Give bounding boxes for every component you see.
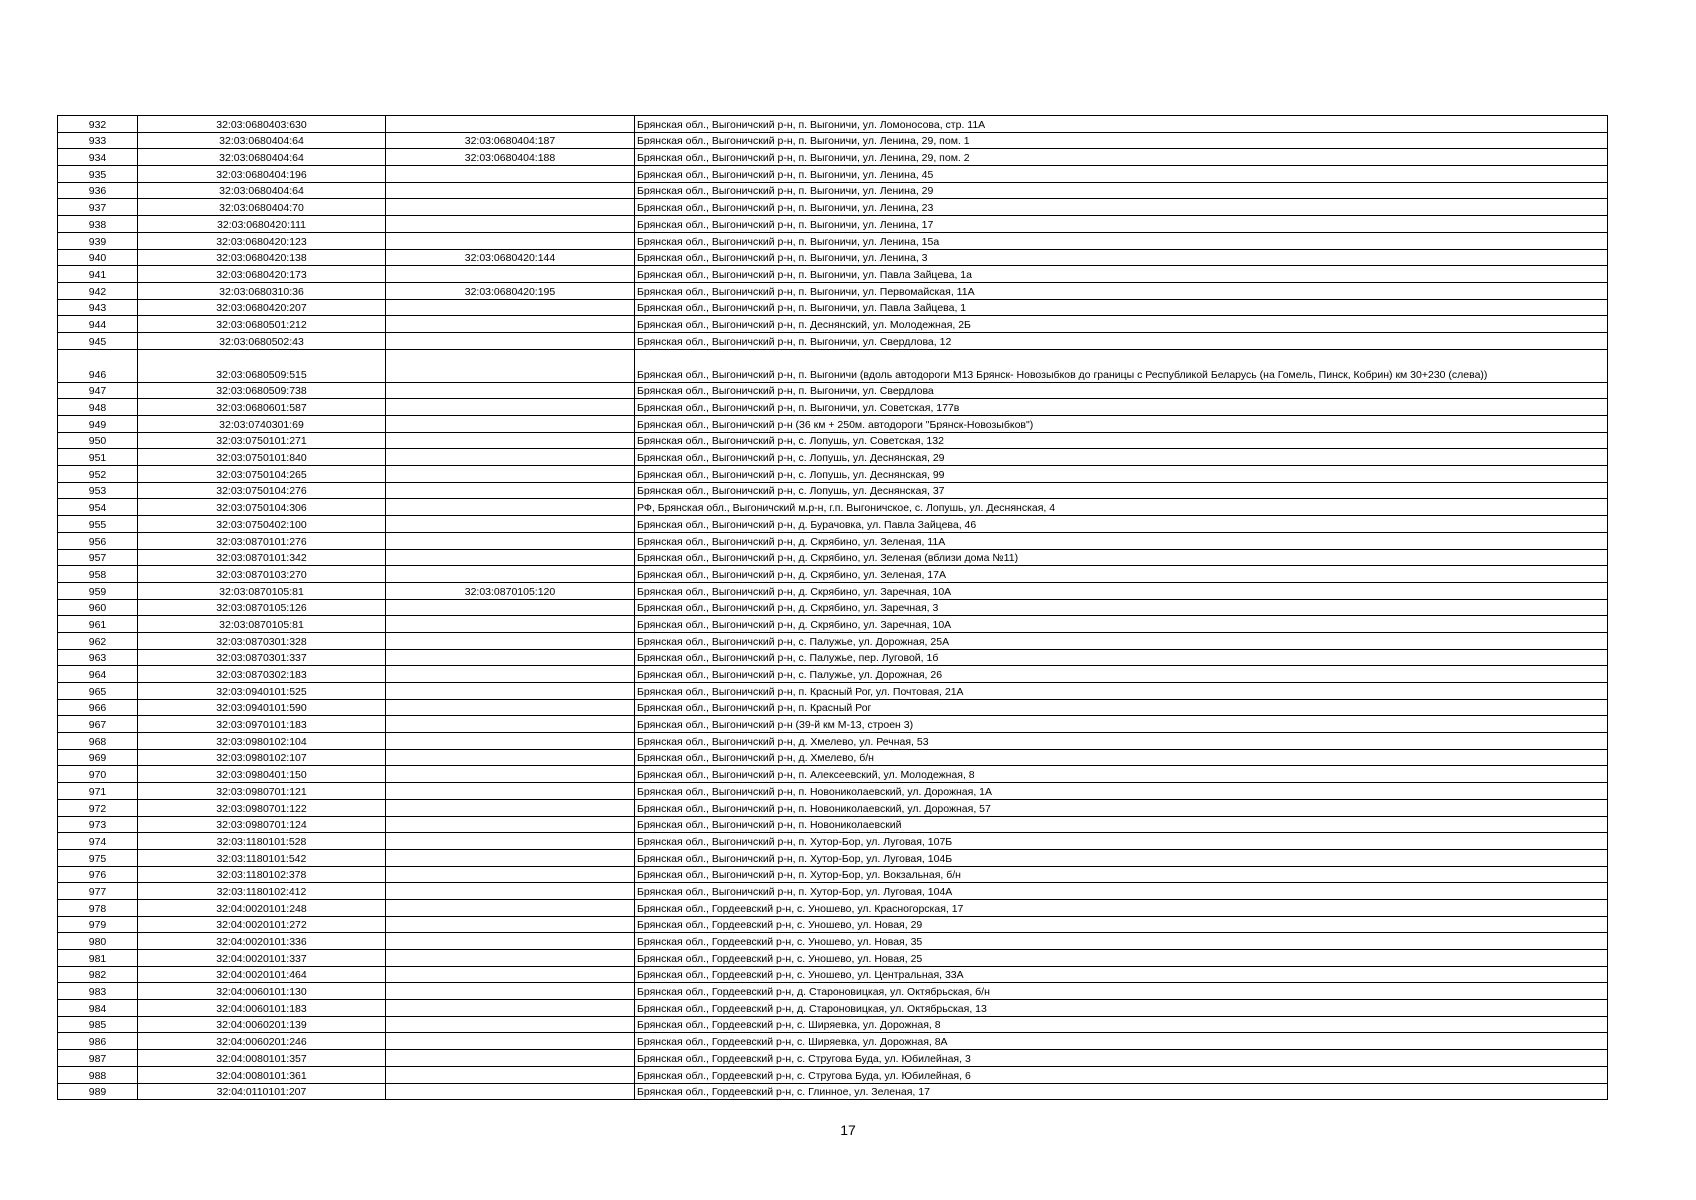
page-number: 17: [840, 1122, 856, 1138]
row-number-cell: 969: [58, 749, 138, 766]
table-row: [58, 316, 1608, 333]
address-cell: Брянская обл., Выгоничский р-н, д. Хмелево, ул. Речная, 53: [635, 733, 1608, 750]
related-cadastral-number-cell: [386, 532, 635, 549]
row-number-cell: 940: [58, 249, 138, 266]
related-cadastral-number-cell: [386, 1000, 635, 1017]
address-cell: Брянская обл., Выгоничский р-н, д. Бурачовка, ул. Павла Зайцева, 46: [635, 516, 1608, 533]
related-cadastral-number-cell: [386, 1050, 635, 1067]
cadastral-number-cell: 32:03:0680509:738: [138, 382, 386, 399]
table-row: [58, 616, 1608, 633]
row-number-cell: 980: [58, 933, 138, 950]
table-row: [58, 783, 1608, 800]
cadastral-number-cell: 32:03:1180102:378: [138, 866, 386, 883]
address-cell: Брянская обл., Гордеевский р-н, с. Уношево, ул. Новая, 25: [635, 950, 1608, 967]
table-row: [58, 683, 1608, 700]
cadastral-number-cell: 32:03:0750101:271: [138, 432, 386, 449]
address-cell: Брянская обл., Выгоничский р-н, п. Выгоничи, ул. Ленина, 29: [635, 182, 1608, 199]
address-cell: Брянская обл., Выгоничский р-н, п. Хутор-Бор, ул. Луговая, 104А: [635, 883, 1608, 900]
row-number-cell: 959: [58, 582, 138, 599]
row-number-cell: 986: [58, 1033, 138, 1050]
address-cell: Брянская обл., Выгоничский р-н, с. Палужье, ул. Дорожная, 26: [635, 666, 1608, 683]
row-number-cell: 981: [58, 950, 138, 967]
related-cadastral-number-cell: [386, 916, 635, 933]
related-cadastral-number-cell: 32:03:0680420:195: [386, 282, 635, 299]
cadastral-number-cell: 32:03:0980401:150: [138, 766, 386, 783]
related-cadastral-number-cell: [386, 733, 635, 750]
cadastral-number-cell: 32:03:0680403:630: [138, 116, 386, 133]
cadastral-number-cell: 32:03:1180101:528: [138, 833, 386, 850]
cadastral-number-cell: 32:03:0940101:525: [138, 683, 386, 700]
related-cadastral-number-cell: [386, 1066, 635, 1083]
row-number-cell: 958: [58, 566, 138, 583]
related-cadastral-number-cell: 32:03:0680404:187: [386, 132, 635, 149]
cadastral-number-cell: 32:04:0060101:183: [138, 1000, 386, 1017]
address-cell: Брянская обл., Выгоничский р-н, п. Выгоничи, ул. Ломоносова, стр. 11А: [635, 116, 1608, 133]
row-number-cell: 976: [58, 866, 138, 883]
address-cell: Брянская обл., Выгоничский р-н, с. Лопушь, ул. Деснянская, 99: [635, 466, 1608, 483]
cadastral-number-cell: 32:03:0980701:124: [138, 816, 386, 833]
table-row: [58, 632, 1608, 649]
row-number-cell: 933: [58, 132, 138, 149]
table-row: [58, 249, 1608, 266]
related-cadastral-number-cell: [386, 266, 635, 283]
address-cell: Брянская обл., Выгоничский р-н (36 км + 250м. автодороги "Брянск-Новозыбков"): [635, 416, 1608, 433]
row-number-cell: 964: [58, 666, 138, 683]
cadastral-number-cell: 32:03:0750104:265: [138, 466, 386, 483]
address-cell: Брянская обл., Выгоничский р-н, д. Скрябино, ул. Зеленая (вблизи дома №11): [635, 549, 1608, 566]
related-cadastral-number-cell: [386, 816, 635, 833]
related-cadastral-number-cell: [386, 349, 635, 382]
row-number-cell: 988: [58, 1066, 138, 1083]
table-row: [58, 449, 1608, 466]
address-cell: Брянская обл., Выгоничский р-н, п. Выгоничи, ул. Первомайская, 11А: [635, 282, 1608, 299]
related-cadastral-number-cell: [386, 499, 635, 516]
table-row: [58, 182, 1608, 199]
table-row: [58, 833, 1608, 850]
table-row: [58, 149, 1608, 166]
related-cadastral-number-cell: [386, 849, 635, 866]
address-cell: Брянская обл., Выгоничский р-н, п. Выгоничи, ул. Ленина, 3: [635, 249, 1608, 266]
related-cadastral-number-cell: [386, 666, 635, 683]
cadastral-number-cell: 32:03:0870103:270: [138, 566, 386, 583]
cadastral-number-cell: 32:04:0080101:357: [138, 1050, 386, 1067]
row-number-cell: 970: [58, 766, 138, 783]
related-cadastral-number-cell: [386, 482, 635, 499]
table-row: [58, 1000, 1608, 1017]
cadastral-number-cell: 32:03:0680404:196: [138, 166, 386, 183]
row-number-cell: 966: [58, 699, 138, 716]
table-row: [58, 766, 1608, 783]
table-row: [58, 1050, 1608, 1067]
cadastral-number-cell: 32:03:0680404:70: [138, 199, 386, 216]
address-cell: Брянская обл., Выгоничский р-н, п. Выгоничи (вдоль автодороги М13 Брянск- Новозыбков до границы с Республикой Беларусь (на Гомель, Пинск, Кобрин) км 30+230 (слева)): [635, 349, 1608, 382]
table-row: [58, 266, 1608, 283]
row-number-cell: 961: [58, 616, 138, 633]
row-number-cell: 953: [58, 482, 138, 499]
related-cadastral-number-cell: [386, 449, 635, 466]
row-number-cell: 939: [58, 232, 138, 249]
address-cell: Брянская обл., Выгоничский р-н (39-й км М-13, строен 3): [635, 716, 1608, 733]
table-row: [58, 666, 1608, 683]
related-cadastral-number-cell: [386, 699, 635, 716]
address-cell: Брянская обл., Выгоничский р-н, п. Выгоничи, ул. Павла Зайцева, 1а: [635, 266, 1608, 283]
cadastral-number-cell: 32:04:0020101:464: [138, 966, 386, 983]
related-cadastral-number-cell: [386, 466, 635, 483]
address-cell: Брянская обл., Выгоничский р-н, п. Выгоничи, ул. Советская, 177в: [635, 399, 1608, 416]
cadastral-number-cell: 32:03:0680310:36: [138, 282, 386, 299]
table-row: [58, 199, 1608, 216]
address-cell: Брянская обл., Выгоничский р-н, с. Палужье, ул. Дорожная, 25А: [635, 632, 1608, 649]
address-cell: РФ, Брянская обл., Выгоничский м.р-н, г.п. Выгоничское, с. Лопушь, ул. Деснянская, 4: [635, 499, 1608, 516]
address-cell: Брянская обл., Выгоничский р-н, п. Хутор-Бор, ул. Луговая, 104Б: [635, 849, 1608, 866]
table-row: [58, 532, 1608, 549]
related-cadastral-number-cell: [386, 232, 635, 249]
row-number-cell: 948: [58, 399, 138, 416]
related-cadastral-number-cell: [386, 966, 635, 983]
row-number-cell: 979: [58, 916, 138, 933]
row-number-cell: 984: [58, 1000, 138, 1017]
related-cadastral-number-cell: [386, 382, 635, 399]
row-number-cell: 956: [58, 532, 138, 549]
cadastral-number-cell: 32:04:0060201:246: [138, 1033, 386, 1050]
related-cadastral-number-cell: [386, 299, 635, 316]
table-row: [58, 716, 1608, 733]
cadastral-number-cell: 32:03:0940101:590: [138, 699, 386, 716]
related-cadastral-number-cell: [386, 616, 635, 633]
row-number-cell: 960: [58, 599, 138, 616]
cadastral-number-cell: 32:04:0020101:337: [138, 950, 386, 967]
cadastral-number-cell: 32:04:0060101:130: [138, 983, 386, 1000]
row-number-cell: 954: [58, 499, 138, 516]
cadastral-number-cell: 32:03:0980102:107: [138, 749, 386, 766]
table-row: [58, 1066, 1608, 1083]
address-cell: Брянская обл., Выгоничский р-н, п. Выгоничи, ул. Ленина, 29, пом. 2: [635, 149, 1608, 166]
table-row: [58, 282, 1608, 299]
address-cell: Брянская обл., Гордеевский р-н, с. Уношево, ул. Центральная, 33А: [635, 966, 1608, 983]
address-cell: Брянская обл., Выгоничский р-н, п. Новониколаевский: [635, 816, 1608, 833]
address-cell: Брянская обл., Выгоничский р-н, п. Выгоничи, ул. Свердлова, 12: [635, 332, 1608, 349]
related-cadastral-number-cell: [386, 783, 635, 800]
related-cadastral-number-cell: [386, 166, 635, 183]
related-cadastral-number-cell: 32:03:0680404:188: [386, 149, 635, 166]
related-cadastral-number-cell: [386, 216, 635, 233]
address-cell: Брянская обл., Гордеевский р-н, с. Уношево, ул. Красногорская, 17: [635, 899, 1608, 916]
related-cadastral-number-cell: [386, 799, 635, 816]
row-number-cell: 936: [58, 182, 138, 199]
table-row: [58, 349, 1608, 382]
cadastral-number-cell: 32:03:0750104:276: [138, 482, 386, 499]
table-row: [58, 849, 1608, 866]
cadastral-number-cell: 32:03:0870301:337: [138, 649, 386, 666]
address-cell: Брянская обл., Выгоничский р-н, п. Хутор-Бор, ул. Луговая, 107Б: [635, 833, 1608, 850]
address-cell: Брянская обл., Гордеевский р-н, д. Староновицкая, ул. Октябрьская, б/н: [635, 983, 1608, 1000]
table-row: [58, 983, 1608, 1000]
address-cell: Брянская обл., Выгоничский р-н, с. Лопушь, ул. Деснянская, 29: [635, 449, 1608, 466]
table-row: [58, 499, 1608, 516]
row-number-cell: 941: [58, 266, 138, 283]
cadastral-number-cell: 32:04:0020101:248: [138, 899, 386, 916]
address-cell: Брянская обл., Выгоничский р-н, п. Новониколаевский, ул. Дорожная, 1А: [635, 783, 1608, 800]
cadastral-number-cell: 32:03:0970101:183: [138, 716, 386, 733]
related-cadastral-number-cell: [386, 1016, 635, 1033]
table-row: [58, 1016, 1608, 1033]
table-row: [58, 733, 1608, 750]
row-number-cell: 950: [58, 432, 138, 449]
cadastral-number-cell: 32:04:0080101:361: [138, 1066, 386, 1083]
address-cell: Брянская обл., Выгоничский р-н, п. Хутор-Бор, ул. Вокзальная, б/н: [635, 866, 1608, 883]
row-number-cell: 971: [58, 783, 138, 800]
cadastral-number-cell: 32:03:0870101:342: [138, 549, 386, 566]
table-row: [58, 799, 1608, 816]
related-cadastral-number-cell: [386, 950, 635, 967]
cadastral-number-cell: 32:03:0750104:306: [138, 499, 386, 516]
row-number-cell: 962: [58, 632, 138, 649]
table-row: [58, 132, 1608, 149]
address-cell: Брянская обл., Выгоничский р-н, д. Скрябино, ул. Зеленая, 17А: [635, 566, 1608, 583]
table-row: [58, 749, 1608, 766]
property-table-body: [58, 116, 1608, 1100]
address-cell: Брянская обл., Выгоничский р-н, п. Алексеевский, ул. Молодежная, 8: [635, 766, 1608, 783]
related-cadastral-number-cell: 32:03:0870105:120: [386, 582, 635, 599]
address-cell: Брянская обл., Гордеевский р-н, с. Уношево, ул. Новая, 35: [635, 933, 1608, 950]
related-cadastral-number-cell: [386, 866, 635, 883]
cadastral-number-cell: 32:04:0020101:336: [138, 933, 386, 950]
table-row: [58, 582, 1608, 599]
row-number-cell: 947: [58, 382, 138, 399]
address-cell: Брянская обл., Выгоничский р-н, д. Скрябино, ул. Заречная, 3: [635, 599, 1608, 616]
row-number-cell: 949: [58, 416, 138, 433]
address-cell: Брянская обл., Выгоничский р-н, п. Выгоничи, ул. Ленина, 17: [635, 216, 1608, 233]
related-cadastral-number-cell: [386, 516, 635, 533]
related-cadastral-number-cell: [386, 766, 635, 783]
row-number-cell: 973: [58, 816, 138, 833]
cadastral-number-cell: 32:03:0680502:43: [138, 332, 386, 349]
row-number-cell: 974: [58, 833, 138, 850]
row-number-cell: 957: [58, 549, 138, 566]
row-number-cell: 963: [58, 649, 138, 666]
cadastral-number-cell: 32:03:0680420:173: [138, 266, 386, 283]
row-number-cell: 942: [58, 282, 138, 299]
row-number-cell: 978: [58, 899, 138, 916]
row-number-cell: 965: [58, 683, 138, 700]
cadastral-number-cell: 32:03:0870302:183: [138, 666, 386, 683]
table-row: [58, 1033, 1608, 1050]
address-cell: Брянская обл., Выгоничский р-н, п. Деснянский, ул. Молодежная, 2Б: [635, 316, 1608, 333]
related-cadastral-number-cell: [386, 833, 635, 850]
cadastral-number-cell: 32:04:0020101:272: [138, 916, 386, 933]
cadastral-number-cell: 32:03:0870105:81: [138, 582, 386, 599]
table-row: [58, 866, 1608, 883]
related-cadastral-number-cell: [386, 566, 635, 583]
address-cell: Брянская обл., Гордеевский р-н, с. Ширяевка, ул. Дорожная, 8: [635, 1016, 1608, 1033]
address-cell: Брянская обл., Выгоничский р-н, п. Красный Рог, ул. Почтовая, 21А: [635, 683, 1608, 700]
table-row: [58, 466, 1608, 483]
property-table: [57, 115, 1608, 1100]
related-cadastral-number-cell: 32:03:0680420:144: [386, 249, 635, 266]
table-row: [58, 816, 1608, 833]
row-number-cell: 945: [58, 332, 138, 349]
row-number-cell: 987: [58, 1050, 138, 1067]
row-number-cell: 977: [58, 883, 138, 900]
row-number-cell: 982: [58, 966, 138, 983]
address-cell: Брянская обл., Гордеевский р-н, д. Староновицкая, ул. Октябрьская, 13: [635, 1000, 1608, 1017]
table-row: [58, 566, 1608, 583]
address-cell: Брянская обл., Выгоничский р-н, с. Палужье, пер. Луговой, 1б: [635, 649, 1608, 666]
cadastral-number-cell: 32:03:0750402:100: [138, 516, 386, 533]
related-cadastral-number-cell: [386, 549, 635, 566]
related-cadastral-number-cell: [386, 899, 635, 916]
related-cadastral-number-cell: [386, 883, 635, 900]
table-row: [58, 382, 1608, 399]
address-cell: Брянская обл., Выгоничский р-н, с. Лопушь, ул. Советская, 132: [635, 432, 1608, 449]
related-cadastral-number-cell: [386, 399, 635, 416]
table-row: [58, 216, 1608, 233]
table-row: [58, 966, 1608, 983]
cadastral-number-cell: 32:03:0680509:515: [138, 349, 386, 382]
related-cadastral-number-cell: [386, 316, 635, 333]
table-row: [58, 416, 1608, 433]
table-row: [58, 299, 1608, 316]
related-cadastral-number-cell: [386, 716, 635, 733]
table-row: [58, 166, 1608, 183]
cadastral-number-cell: 32:03:0870101:276: [138, 532, 386, 549]
row-number-cell: 972: [58, 799, 138, 816]
table-row: [58, 899, 1608, 916]
related-cadastral-number-cell: [386, 199, 635, 216]
related-cadastral-number-cell: [386, 432, 635, 449]
row-number-cell: 938: [58, 216, 138, 233]
cadastral-number-cell: 32:03:0740301:69: [138, 416, 386, 433]
related-cadastral-number-cell: [386, 683, 635, 700]
cadastral-number-cell: 32:03:0980102:104: [138, 733, 386, 750]
related-cadastral-number-cell: [386, 983, 635, 1000]
property-table-container: [57, 115, 1607, 1100]
cadastral-number-cell: 32:04:0110101:207: [138, 1083, 386, 1100]
address-cell: Брянская обл., Выгоничский р-н, д. Скрябино, ул. Заречная, 10А: [635, 616, 1608, 633]
cadastral-number-cell: 32:03:0680404:64: [138, 132, 386, 149]
row-number-cell: 968: [58, 733, 138, 750]
table-row: [58, 432, 1608, 449]
related-cadastral-number-cell: [386, 933, 635, 950]
row-number-cell: 952: [58, 466, 138, 483]
related-cadastral-number-cell: [386, 116, 635, 133]
address-cell: Брянская обл., Выгоничский р-н, п. Выгоничи, ул. Ленина, 23: [635, 199, 1608, 216]
row-number-cell: 935: [58, 166, 138, 183]
address-cell: Брянская обл., Выгоничский р-н, п. Выгоничи, ул. Ленина, 15а: [635, 232, 1608, 249]
row-number-cell: 932: [58, 116, 138, 133]
address-cell: Брянская обл., Гордеевский р-н, с. Стругова Буда, ул. Юбилейная, 3: [635, 1050, 1608, 1067]
related-cadastral-number-cell: [386, 1083, 635, 1100]
table-row: [58, 232, 1608, 249]
address-cell: Брянская обл., Выгоничский р-н, п. Выгоничи, ул. Ленина, 45: [635, 166, 1608, 183]
related-cadastral-number-cell: [386, 1033, 635, 1050]
address-cell: Брянская обл., Выгоничский р-н, п. Выгоничи, ул. Свердлова: [635, 382, 1608, 399]
cadastral-number-cell: 32:03:1180101:542: [138, 849, 386, 866]
cadastral-number-cell: 32:04:0060201:139: [138, 1016, 386, 1033]
address-cell: Брянская обл., Выгоничский р-н, п. Выгоничи, ул. Ленина, 29, пом. 1: [635, 132, 1608, 149]
address-cell: Брянская обл., Гордеевский р-н, с. Уношево, ул. Новая, 29: [635, 916, 1608, 933]
cadastral-number-cell: 32:03:0870105:126: [138, 599, 386, 616]
row-number-cell: 955: [58, 516, 138, 533]
address-cell: Брянская обл., Гордеевский р-н, с. Стругова Буда, ул. Юбилейная, 6: [635, 1066, 1608, 1083]
table-row: [58, 332, 1608, 349]
cadastral-number-cell: 32:03:0680501:212: [138, 316, 386, 333]
cadastral-number-cell: 32:03:0870105:81: [138, 616, 386, 633]
cadastral-number-cell: 32:03:0870301:328: [138, 632, 386, 649]
cadastral-number-cell: 32:03:0980701:121: [138, 783, 386, 800]
row-number-cell: 985: [58, 1016, 138, 1033]
row-number-cell: 983: [58, 983, 138, 1000]
table-row: [58, 549, 1608, 566]
row-number-cell: 937: [58, 199, 138, 216]
cadastral-number-cell: 32:03:0750101:840: [138, 449, 386, 466]
row-number-cell: 943: [58, 299, 138, 316]
row-number-cell: 946: [58, 349, 138, 382]
table-row: [58, 482, 1608, 499]
address-cell: Брянская обл., Выгоничский р-н, д. Хмелево, б/н: [635, 749, 1608, 766]
address-cell: Брянская обл., Выгоничский р-н, п. Новониколаевский, ул. Дорожная, 57: [635, 799, 1608, 816]
row-number-cell: 989: [58, 1083, 138, 1100]
cadastral-number-cell: 32:03:0680420:207: [138, 299, 386, 316]
cadastral-number-cell: 32:03:0980701:122: [138, 799, 386, 816]
cadastral-number-cell: 32:03:0680404:64: [138, 149, 386, 166]
row-number-cell: 934: [58, 149, 138, 166]
related-cadastral-number-cell: [386, 649, 635, 666]
related-cadastral-number-cell: [386, 599, 635, 616]
cadastral-number-cell: 32:03:0680420:123: [138, 232, 386, 249]
related-cadastral-number-cell: [386, 182, 635, 199]
table-row: [58, 699, 1608, 716]
table-row: [58, 649, 1608, 666]
row-number-cell: 967: [58, 716, 138, 733]
table-row: [58, 916, 1608, 933]
table-row: [58, 1083, 1608, 1100]
row-number-cell: 951: [58, 449, 138, 466]
address-cell: Брянская обл., Выгоничский р-н, п. Красный Рог: [635, 699, 1608, 716]
address-cell: Брянская обл., Выгоничский р-н, д. Скрябино, ул. Заречная, 10А: [635, 582, 1608, 599]
related-cadastral-number-cell: [386, 416, 635, 433]
row-number-cell: 944: [58, 316, 138, 333]
cadastral-number-cell: 32:03:0680601:587: [138, 399, 386, 416]
cadastral-number-cell: 32:03:0680404:64: [138, 182, 386, 199]
address-cell: Брянская обл., Выгоничский р-н, с. Лопушь, ул. Деснянская, 37: [635, 482, 1608, 499]
cadastral-number-cell: 32:03:0680420:138: [138, 249, 386, 266]
related-cadastral-number-cell: [386, 632, 635, 649]
table-row: [58, 599, 1608, 616]
address-cell: Брянская обл., Гордеевский р-н, с. Ширяевка, ул. Дорожная, 8А: [635, 1033, 1608, 1050]
table-row: [58, 933, 1608, 950]
cadastral-number-cell: 32:03:0680420:111: [138, 216, 386, 233]
address-cell: Брянская обл., Выгоничский р-н, д. Скрябино, ул. Зеленая, 11А: [635, 532, 1608, 549]
table-row: [58, 883, 1608, 900]
cadastral-number-cell: 32:03:1180102:412: [138, 883, 386, 900]
row-number-cell: 975: [58, 849, 138, 866]
related-cadastral-number-cell: [386, 332, 635, 349]
table-row: [58, 116, 1608, 133]
table-row: [58, 399, 1608, 416]
address-cell: Брянская обл., Гордеевский р-н, с. Глинное, ул. Зеленая, 17: [635, 1083, 1608, 1100]
table-row: [58, 950, 1608, 967]
table-row: [58, 516, 1608, 533]
address-cell: Брянская обл., Выгоничский р-н, п. Выгоничи, ул. Павла Зайцева, 1: [635, 299, 1608, 316]
related-cadastral-number-cell: [386, 749, 635, 766]
